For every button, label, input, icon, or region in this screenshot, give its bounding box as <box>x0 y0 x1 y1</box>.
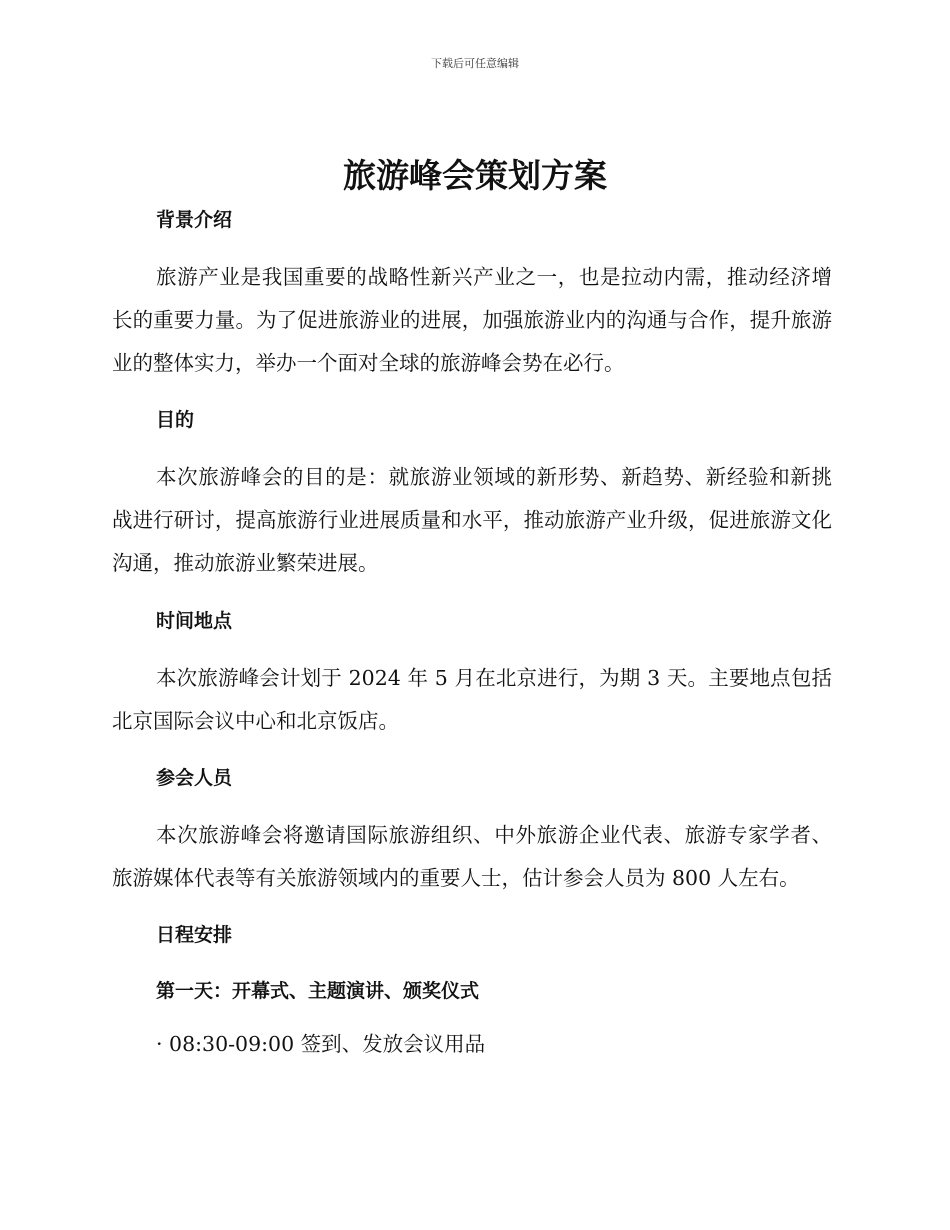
document-body <box>112 207 832 1059</box>
schedule-heading: 日程安排 <box>156 924 233 946</box>
section-attendees <box>112 765 832 900</box>
section-paragraph: 本次旅游峰会的目的是：就旅游业领域的新形势、新趋势、新经验和新挑战进行研讨，提高旅游行业进展质量和水平，推动旅游产业升级，促进旅游文化沟通，推动旅游业繁荣进展。 <box>112 465 832 575</box>
header-note: 下载后可任意编辑 <box>431 57 519 70</box>
section-schedule <box>112 922 832 1059</box>
section-background <box>112 207 832 385</box>
schedule-day1-heading: 第一天：开幕式、主题演讲、颁奖仪式 <box>156 980 480 1002</box>
section-heading: 参会人员 <box>156 767 233 789</box>
section-time-location <box>112 608 832 743</box>
document-title: 旅游峰会策划方案 <box>343 156 607 195</box>
section-paragraph: 本次旅游峰会将邀请国际旅游组织、中外旅游企业代表、旅游专家学者、旅游媒体代表等有关旅游领域内的重要人士，估计参会人员为 800 人左右。 <box>112 823 832 890</box>
section-heading: 时间地点 <box>156 610 233 632</box>
section-heading: 目的 <box>156 409 195 431</box>
section-paragraph: 本次旅游峰会计划于 2024 年 5 月在北京进行，为期 3 天。主要地点包括北京国际会议中心和北京饭店。 <box>112 666 832 733</box>
section-heading: 背景介绍 <box>156 209 233 231</box>
section-paragraph: 旅游产业是我国重要的战略性新兴产业之一，也是拉动内需，推动经济增长的重要力量。为了促进旅游业的进展，加强旅游业内的沟通与合作，提升旅游业的整体实力，举办一个面对全球的旅游峰会势在必行。 <box>112 265 832 375</box>
section-purpose <box>112 407 832 585</box>
schedule-item: · 08:30-09:00 签到、发放会议用品 <box>156 1032 486 1056</box>
